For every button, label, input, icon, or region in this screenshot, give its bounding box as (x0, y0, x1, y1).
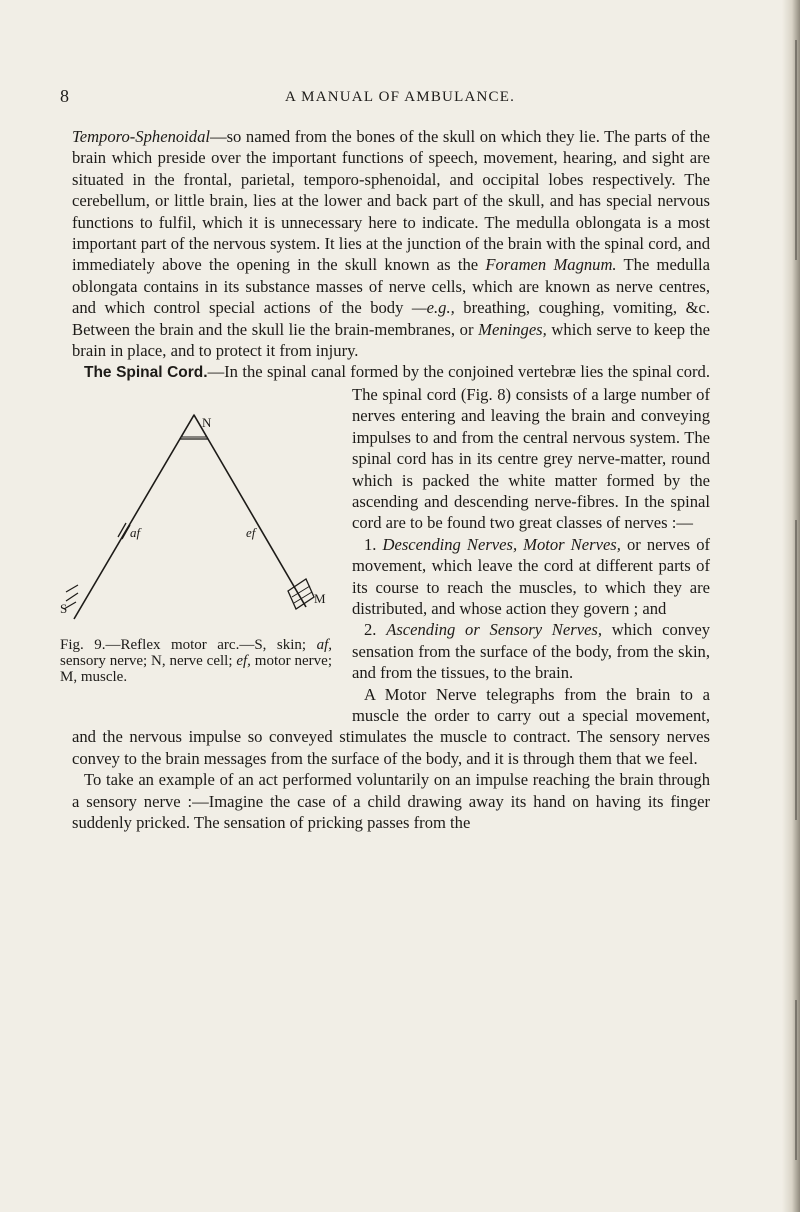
caption-text: sensory nerve; N, nerve cell; (60, 652, 237, 669)
term-temporo-sphenoidal: Temporo-Sphenoidal (72, 127, 210, 146)
paragraph-motor-nerve: A Motor Nerve telegraphs from the brain to a muscle the order to carry out a special movement, and the nervous impulse so conveyed stimulates the muscle to contract. The sensory nerves convey to the brain messages from the surface of the body, and it is through them that we feel. (72, 684, 710, 768)
term-eg: —e.g., (411, 298, 455, 318)
paragraph-text: The medulla oblongata contains in its substance masses of nerve cells, which are known as nerve centres, and which control special actions of the body (72, 255, 711, 318)
list-number: 2. (364, 620, 387, 640)
label-motor-nerve: ef (246, 524, 256, 540)
paragraph-text: breathing, coughing, vomiting, &c. Between the brain and the skull lie the brain-membranes, or (72, 298, 710, 339)
label-nerve-cell: N (202, 414, 212, 430)
caption-af: af, (316, 636, 332, 653)
term-foramen-magnum: Foramen Magnum. (485, 255, 617, 275)
label-muscle: M (314, 590, 326, 606)
running-head (0, 86, 800, 110)
page-edge-shadow (782, 0, 800, 1212)
label-skin: S (60, 600, 68, 616)
paragraph-text-continued: The spinal cord (Fig. 8) consists of a large number of nerves entering and leaving the brain and conveying impulses to and from the central nervous system. The spinal cord has in its centre grey nerve-matter, round which is packed the white matter formed by the ascending and descending nerve-fibres. In the spinal cord are to be found two great classes of nerves :— (352, 384, 710, 533)
motor-nerve-line (194, 415, 306, 607)
caption-lead: Fig. 9.—Reflex motor arc.— (60, 636, 255, 653)
paragraph-brain-lobes (72, 126, 710, 361)
term-descending-nerves: Descending Nerves, Motor Nerves, (382, 534, 621, 554)
caption-text: S, skin; (254, 636, 317, 653)
paragraph-text: which convey sensation from the surface of the body, from the skin, and from the tissues, to the brain. (352, 620, 710, 683)
caption-ef: ef, (236, 652, 251, 669)
paragraph-text: —In the spinal canal formed by the conjoined vertebræ lies the spinal cord. (207, 362, 710, 382)
section-heading-spinal-cord: The Spinal Cord. (84, 364, 208, 382)
term-ascending-nerves: Ascending or Sensory Nerves, (386, 620, 603, 640)
caption-text: motor nerve; M, muscle. (60, 652, 332, 685)
label-sensory-nerve: af (130, 524, 141, 540)
paragraph-text: —so named from the bones of the skull on which they lie. The parts of the brain which preside over the important functions of speech, movement, hearing, and sight are situated in the frontal, parietal, temporo-sphenoidal, and occipital lobes respectively. The cerebellum, or little brain, lies at the lower and back part of the skull, and has special nervous functions to fulfil, which it is unnecessary here to indicate. The medulla oblongata is a most important part of the nervous system. It lies at the junction of the brain with the spinal cord, and immediately above the opening in the skull known as the (72, 127, 710, 275)
paragraph-text: or nerves of movement, which leave the cord at different parts of its course to reach the muscles, to which they are distributed, and whose action they govern ; and (352, 534, 711, 618)
paragraph-example: To take an example of an act performed voluntarily on an impulse reaching the brain through a sensory nerve :—Imagine the case of a child drawing away its hand on having its finger suddenly pricked. The sensation of pricking passes from the (72, 770, 710, 832)
running-title: A MANUAL OF AMBULANCE. (285, 89, 516, 105)
reflex-arc-diagram (60, 387, 338, 637)
figure-caption (60, 637, 332, 685)
list-number: 1. (364, 534, 383, 554)
paragraph-text: which serve to keep the brain in place, and to protect it from injury. (72, 319, 710, 361)
body-text (60, 126, 711, 833)
page-number: 8 (60, 86, 69, 106)
figure-reflex-arc (60, 387, 338, 721)
term-meninges: Meninges, (478, 319, 547, 339)
sensory-nerve-line (74, 415, 194, 619)
